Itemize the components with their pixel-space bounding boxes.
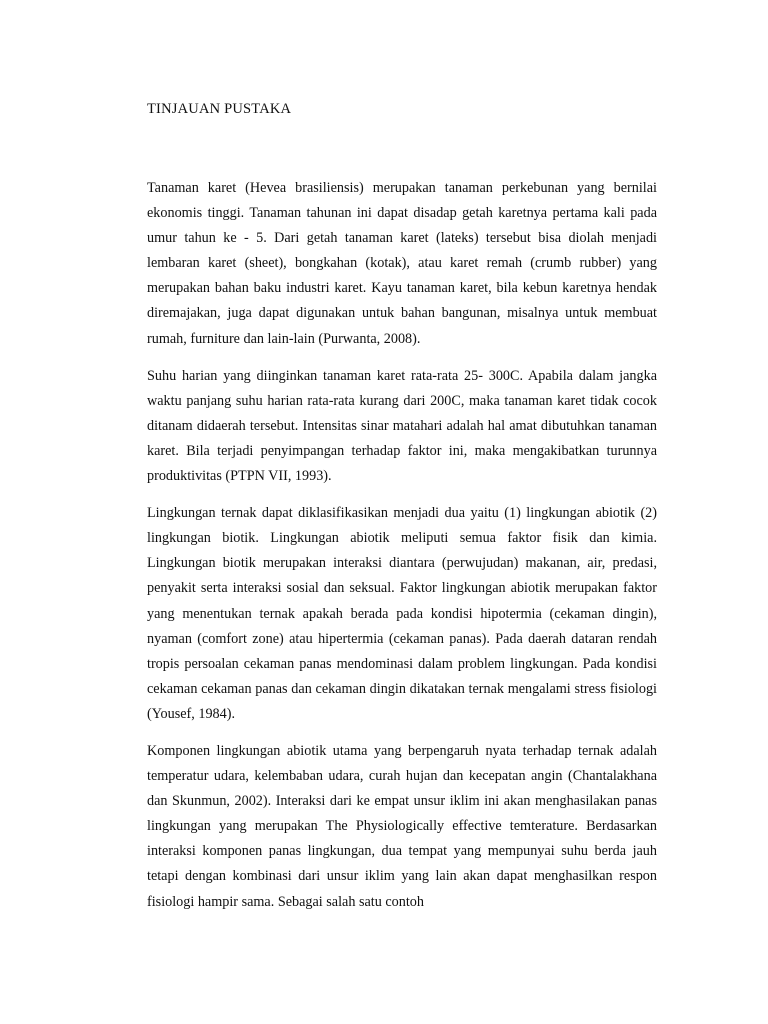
document-body <box>147 176 657 927</box>
document-title: TINJAUAN PUSTAKA <box>147 101 292 117</box>
paragraph-suhu-harian: Suhu harian yang diinginkan tanaman karet rata-rata 25- 300C. Apabila dalam jangka waktu panjang suhu harian rata-rata kurang dari 200C, maka tanaman karet tidak cocok ditanam didaerah tersebut. Intensitas sinar matahari adalah hal amat dibutuhkan tanaman karet. Bila terjadi penyimpangan terhadap faktor ini, maka mengakibatkan turunnya produktivitas (PTPN VII, 1993). <box>147 367 657 485</box>
paragraph-komponen-abiotik: Komponen lingkungan abiotik utama yang berpengaruh nyata terhadap ternak adalah temperatur udara, kelembaban udara, curah hujan dan kecepatan angin (Chantalakhana dan Skunmun, 2002). Interaksi dari ke empat unsur iklim ini akan menghasilakan panas lingkungan yang merupakan The Physiologically effective temterature. Berdasarkan interaksi komponen panas lingkungan, dua tempat yang mempunyai suhu berda jauh tetapi dengan kombinasi dari unsur iklim yang lain akan dapat menghasilkan respon fisiologi hampir sama. Sebagai salah satu contoh <box>147 742 657 910</box>
paragraph-lingkungan-ternak: Lingkungan ternak dapat diklasifikasikan menjadi dua yaitu (1) lingkungan abiotik (2) lingkungan biotik. Lingkungan abiotik meliputi semua faktor fisik dan kimia. Lingkungan biotik merupakan interaksi diantara (perwujudan) makanan, air, predasi, penyakit serta interaksi sosial dan seksual. Faktor lingkungan abiotik merupakan faktor yang menentukan ternak apakah berada pada kondisi hipotermia (cekaman dingin), nyaman (comfort zone) atau hipertermia (cekaman panas). Pada daerah dataran rendah tropis persoalan cekaman panas mendominasi dalam problem lingkungan. Pada kondisi cekaman cekaman panas dan cekaman dingin dikatakan ternak mengalami stress fisiologi (Yousef, 1984). <box>147 505 657 722</box>
paragraph-karet-intro: Tanaman karet (Hevea brasiliensis) merupakan tanaman perkebunan yang bernilai ekonomis tinggi. Tanaman tahunan ini dapat disadap getah karetnya pertama kali pada umur tahun ke - 5. Dari getah tanaman karet (lateks) tersebut bisa diolah menjadi lembaran karet (sheet), bongkahan (kotak), atau karet remah (crumb rubber) yang merupakan bahan baku industri karet. Kayu tanaman karet, bila kebun karetnya hendak diremajakan, juga dapat digunakan untuk bahan bangunan, misalnya untuk membuat rumah, furniture dan lain-lain (Purwanta, 2008). <box>147 180 657 347</box>
